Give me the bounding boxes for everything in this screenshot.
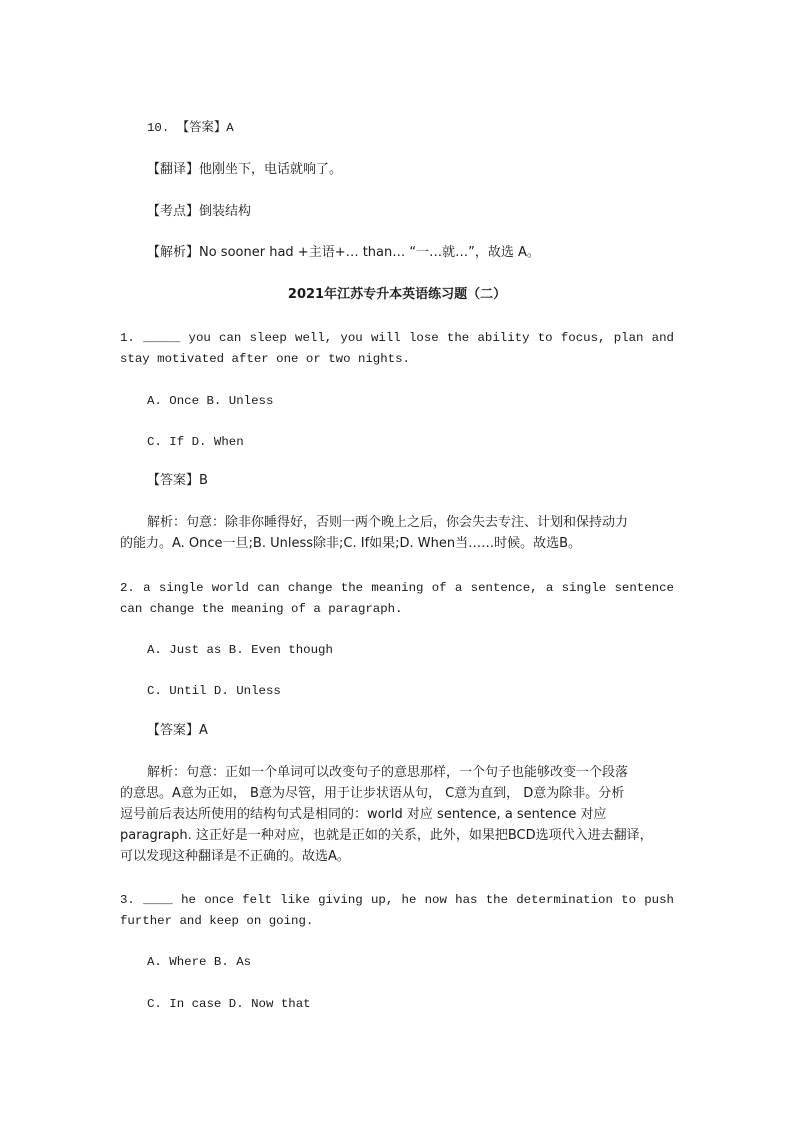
q1-answer: 【答案】B <box>147 473 208 488</box>
q1-stem-line-1: 1. _____ you can sleep well, you will lose the ability to focus, plan and <box>120 331 674 345</box>
q1-explain-line-1: 解析：句意：除非你睡得好，否则一两个晚上之后，你会失去专注、计划和保持动力 <box>147 515 629 530</box>
q2-explain-line-3: 逗号前后表达所使用的结构句式是相同的：world 对应 sentence, a sentence 对应 <box>120 807 607 822</box>
q3-options-ab: A. Where B. As <box>147 955 252 969</box>
q2-explain-line-5: 可以发现这种翻译是不正确的。故选A。 <box>120 849 350 864</box>
q1-options-ab: A. Once B. Unless <box>147 394 274 408</box>
section-title: 2021年江苏专升本英语练习题（二） <box>287 287 507 302</box>
q3-options-cd: C. In case D. Now that <box>147 997 311 1011</box>
q1-stem-line-2: stay motivated after one or two nights. <box>120 352 410 366</box>
q2-explain-line-4: paragraph. 这正好是一种对应，也就是正如的关系，此外，如果把BCD选项代入进去翻译， <box>120 828 653 843</box>
q3-stem-line-1: 3. ____ he once felt like giving up, he now has the determination to push <box>120 893 674 907</box>
q2-options-cd: C. Until D. Unless <box>147 684 281 698</box>
prev-key-point: 【考点】倒装结构 <box>147 204 252 219</box>
q2-answer: 【答案】A <box>147 723 208 738</box>
q2-stem-line-2: can change the meaning of a paragraph. <box>120 602 403 616</box>
q2-options-ab: A. Just as B. Even though <box>147 643 333 657</box>
prev-translation: 【翻译】他刚坐下，电话就响了。 <box>147 162 343 177</box>
q3-stem-line-2: further and keep on going. <box>120 914 314 928</box>
q1-options-cd: C. If D. When <box>147 435 244 449</box>
q1-explain-line-2: 的能力。A. Once一旦;B. Unless除非;C. If如果;D. When当……时候。故选B。 <box>120 536 582 551</box>
q2-stem-line-1: 2. a single world can change the meaning of a sentence, a single sentence <box>120 581 674 595</box>
prev-answer-line: 10. 【答案】A <box>147 121 234 135</box>
prev-analysis: 【解析】No sooner had +主语+… than… “一…就…”，故选 A。 <box>147 245 540 260</box>
q2-explain-line-1: 解析：句意：正如一个单词可以改变句子的意思那样，一个句子也能够改变一个段落 <box>147 765 629 780</box>
q2-explain-line-2: 的意思。A意为正如， B意为尽管，用于让步状语从句， C意为直到， D意为除非。分析 <box>120 786 625 801</box>
